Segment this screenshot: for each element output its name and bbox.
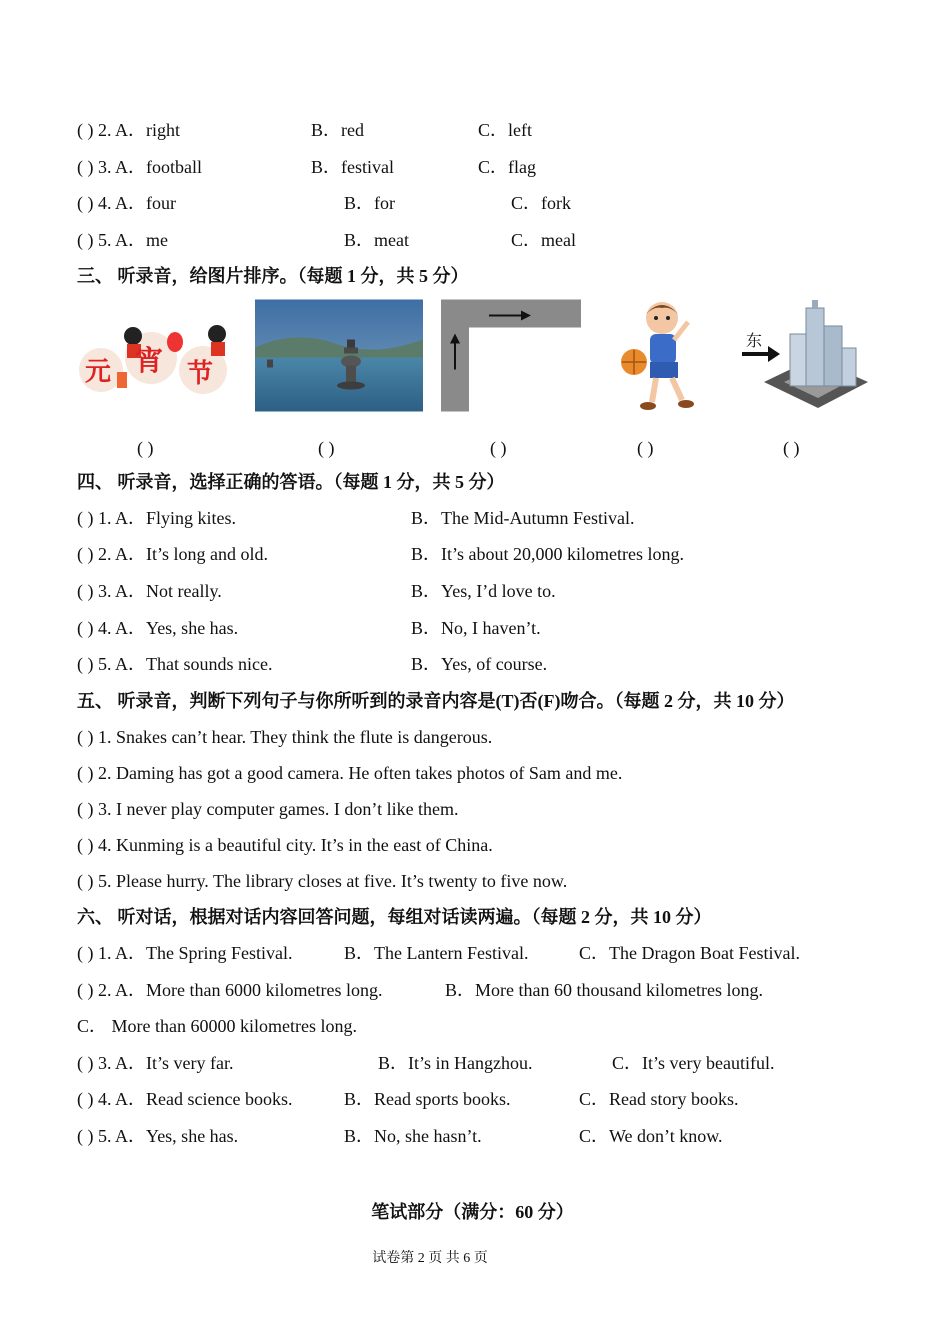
s4-q1-option-b: B．The Mid-Autumn Festival.	[411, 508, 635, 528]
s6-q3-option-c: C．It’s very beautiful.	[612, 1053, 775, 1073]
s6-q5-option-c: C．We don’t know.	[579, 1126, 723, 1146]
s4-q2-option-a: ( ) 2. A．It’s long and old.	[77, 544, 268, 564]
q2-option-b: B．red	[311, 120, 364, 140]
s6-q3-option-a: ( ) 3. A．It’s very far.	[77, 1053, 234, 1073]
s6-q3-option-b: B．It’s in Hangzhou.	[378, 1053, 533, 1073]
q2-option-c: C．left	[478, 120, 532, 140]
s6-q1-option-a: ( ) 1. A．The Spring Festival.	[77, 943, 293, 963]
pic1-answer-blank[interactable]: ( )	[137, 438, 154, 458]
s6-q5-option-a: ( ) 5. A．Yes, she has.	[77, 1126, 239, 1146]
written-part-heading: 笔试部分（满分：60 分）	[371, 1202, 574, 1222]
turn-right-picture	[441, 298, 581, 413]
basketball-boy-picture	[612, 298, 712, 413]
q2-option-a: ( ) 2. A．right	[77, 120, 180, 140]
s5-statement-3: ( ) 3. I never play computer games. I don’t like them.	[77, 799, 459, 819]
s4-q4-option-a: ( ) 4. A．Yes, she has.	[77, 618, 239, 638]
pic5-answer-blank[interactable]: ( )	[783, 438, 800, 458]
pic2-answer-blank[interactable]: ( )	[318, 438, 335, 458]
pic1-char-1: 元	[85, 357, 112, 387]
s5-statement-1: ( ) 1. Snakes can’t hear. They think the flute is dangerous.	[77, 727, 493, 747]
s4-q2-option-b: B．It’s about 20,000 kilometres long.	[411, 544, 684, 564]
q2-row	[77, 119, 180, 141]
q4-option-a: ( ) 4. A．four	[77, 193, 176, 213]
s5-statement-4: ( ) 4. Kunming is a beautiful city. It’s in the east of China.	[77, 835, 493, 855]
s6-q4-option-c: C．Read story books.	[579, 1089, 739, 1109]
q3-row	[77, 156, 202, 178]
section-5-title: 五、 听录音，判断下列句子与你所听到的录音内容是(T)否(F)吻合。（每题 2 分，共 10 分）	[77, 691, 795, 711]
q3-option-c: C．flag	[478, 157, 536, 177]
q3-option-b: B．festival	[311, 157, 394, 177]
pic1-char-3: 节	[187, 359, 214, 389]
s4-q5-option-b: B．Yes, of course.	[411, 654, 548, 674]
west-lake-picture	[255, 298, 423, 413]
pic1-char-2: 宵	[135, 344, 164, 377]
s6-q2-option-a: ( ) 2. A．More than 6000 kilometres long.	[77, 980, 383, 1000]
s6-q5-option-b: B．No, she hasn’t.	[344, 1126, 482, 1146]
q5-row	[77, 229, 168, 251]
s6-q2-option-c: C． More than 60000 kilometres long.	[77, 1016, 357, 1036]
s4-q1-option-a: ( ) 1. A．Flying kites.	[77, 508, 237, 528]
s5-statement-2: ( ) 2. Daming has got a good camera. He often takes photos of Sam and me.	[77, 763, 623, 783]
s6-q1-option-c: C．The Dragon Boat Festival.	[579, 943, 800, 963]
pic3-answer-blank[interactable]: ( )	[490, 438, 507, 458]
q5-option-a: ( ) 5. A．me	[77, 230, 168, 250]
q4-option-b: B．for	[344, 193, 395, 213]
q4-option-c: C．fork	[511, 193, 571, 213]
section-4-title: 四、 听录音，选择正确的答语。（每题 1 分，共 5 分）	[77, 472, 505, 492]
s6-q4-option-b: B．Read sports books.	[344, 1089, 511, 1109]
s4-q5-option-a: ( ) 5. A．That sounds nice.	[77, 654, 273, 674]
s4-q3-option-a: ( ) 3. A．Not really.	[77, 581, 222, 601]
section-6-title: 六、 听对话，根据对话内容回答问题，每组对话读两遍。（每题 2 分，共 10 分）	[77, 907, 712, 927]
s6-q1-option-b: B．The Lantern Festival.	[344, 943, 529, 963]
pic5-east-label: 东	[746, 331, 763, 350]
east-city-picture	[740, 298, 870, 413]
q5-option-b: B．meat	[344, 230, 409, 250]
q3-option-a: ( ) 3. A．football	[77, 157, 202, 177]
s6-q2-option-b: B．More than 60 thousand kilometres long.	[445, 980, 763, 1000]
s4-q4-option-b: B．No, I haven’t.	[411, 618, 541, 638]
section-3-title: 三、 听录音，给图片排序。（每题 1 分，共 5 分）	[77, 266, 469, 286]
s4-q3-option-b: B．Yes, I’d love to.	[411, 581, 556, 601]
pic4-answer-blank[interactable]: ( )	[637, 438, 654, 458]
s6-q4-option-a: ( ) 4. A．Read science books.	[77, 1089, 293, 1109]
q5-option-c: C．meal	[511, 230, 576, 250]
s5-statement-5: ( ) 5. Please hurry. The library closes at five. It’s twenty to five now.	[77, 871, 568, 891]
page-footer: 试卷第 2 页 共 6 页	[372, 1251, 488, 1266]
q4-row	[77, 192, 176, 214]
lantern-festival-picture	[77, 298, 237, 413]
